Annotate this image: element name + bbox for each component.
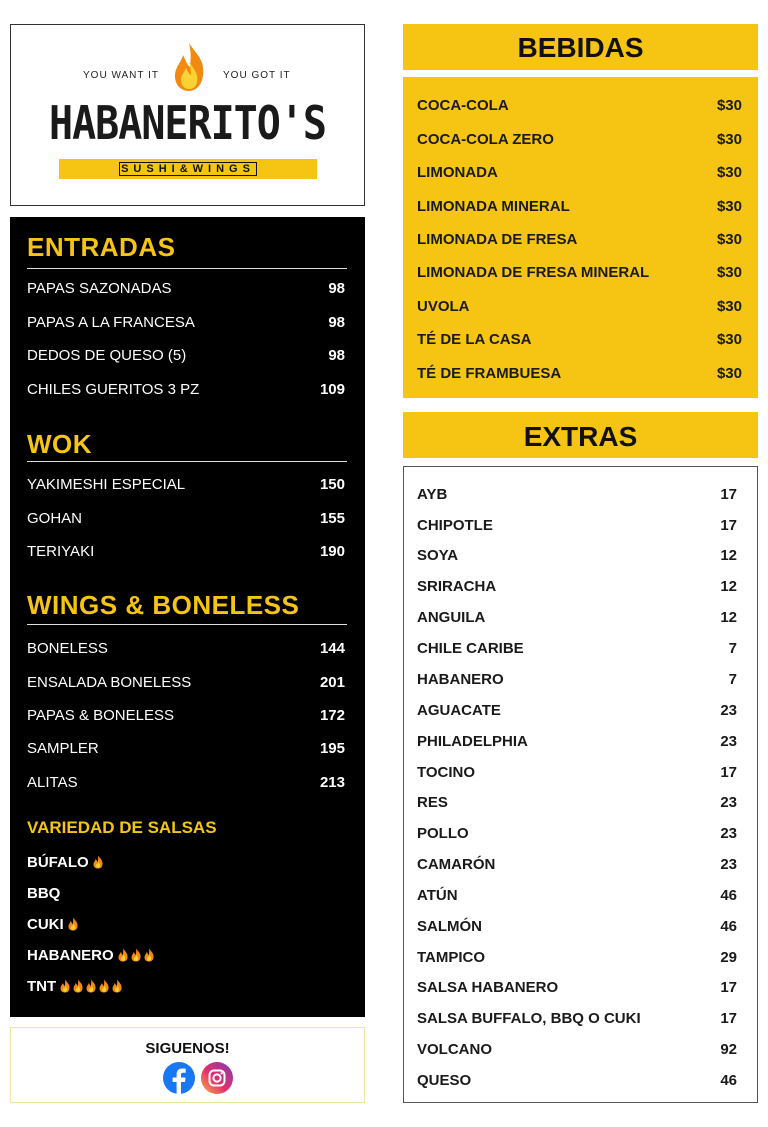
- item-name: TAMPICO: [417, 949, 486, 966]
- item-name: ANGUILA: [417, 609, 486, 626]
- section-title-entradas: ENTRADAS: [27, 232, 176, 262]
- social-follow-box: [10, 1027, 365, 1103]
- item-name: COCA-COLA: [417, 97, 509, 114]
- item-name: LIMONADA MINERAL: [417, 198, 570, 215]
- section-title-extras: EXTRAS: [403, 412, 758, 458]
- item-price: 195: [319, 740, 345, 757]
- tagline-left: YOU WANT IT: [83, 70, 159, 81]
- follow-title: SIGUENOS!: [145, 1040, 230, 1057]
- item-price: 155: [319, 510, 345, 527]
- item-price: 201: [319, 674, 345, 691]
- heat-flames: [92, 855, 105, 873]
- item-name: DEDOS DE QUESO (5): [27, 347, 187, 364]
- item-price: 172: [319, 707, 345, 724]
- salsa-item: [27, 854, 105, 873]
- item-name: LIMONADA: [417, 164, 498, 181]
- flame-icon: [143, 949, 156, 966]
- item-name: YAKIMESHI ESPECIAL: [27, 476, 186, 493]
- food-menu-panel: [10, 217, 365, 1017]
- bebidas-panel: [403, 77, 758, 398]
- item-price: 23: [720, 825, 737, 842]
- item-name: AGUACATE: [417, 702, 501, 719]
- item-price: 17: [720, 517, 737, 534]
- item-price: $30: [716, 264, 742, 281]
- item-name: SRIRACHA: [417, 578, 497, 595]
- item-name: HABANERO: [417, 671, 504, 688]
- item-name: TERIYAKI: [27, 543, 95, 560]
- flame-icon: [92, 856, 105, 873]
- salsa-name: BBQ: [27, 885, 61, 902]
- instagram-icon[interactable]: [201, 1062, 233, 1094]
- logo-box: [10, 24, 365, 206]
- flame-icon: [117, 949, 130, 966]
- item-price: $30: [716, 164, 742, 181]
- item-name: SAMPLER: [27, 740, 99, 757]
- item-name: VOLCANO: [417, 1041, 492, 1058]
- item-name: TÉ DE LA CASA: [417, 331, 532, 348]
- item-price: 17: [720, 1010, 737, 1027]
- item-name: PAPAS SAZONADAS: [27, 280, 172, 297]
- item-name: COCA-COLA ZERO: [417, 131, 554, 148]
- brand-name: HABANERITO'S: [49, 97, 326, 151]
- item-price: 98: [328, 280, 345, 297]
- item-name: TOCINO: [417, 764, 476, 781]
- salsa-item: [27, 947, 156, 966]
- flame-icon: [169, 41, 209, 93]
- item-name: PAPAS & BONELESS: [27, 707, 175, 724]
- heat-flames: [117, 948, 156, 966]
- section-title-wings: WINGS & BONELESS: [27, 590, 300, 620]
- item-price: 17: [720, 486, 737, 503]
- item-name: CHIPOTLE: [417, 517, 493, 534]
- item-price: 144: [319, 640, 345, 657]
- item-price: 98: [328, 314, 345, 331]
- item-price: $30: [716, 131, 742, 148]
- item-name: BONELESS: [27, 640, 108, 657]
- item-name: PAPAS A LA FRANCESA: [27, 314, 195, 331]
- divider: [27, 268, 347, 269]
- item-price: 109: [319, 381, 345, 398]
- item-name: AYB: [417, 486, 448, 503]
- item-name: TÉ DE FRAMBUESA: [417, 365, 562, 382]
- item-name: POLLO: [417, 825, 469, 842]
- item-name: PHILADELPHIA: [417, 733, 528, 750]
- divider: [27, 461, 347, 462]
- item-price: $30: [716, 298, 742, 315]
- item-price: 17: [720, 764, 737, 781]
- section-title-salsas: VARIEDAD DE SALSAS: [27, 818, 217, 837]
- item-price: 46: [720, 918, 737, 935]
- item-price: $30: [716, 97, 742, 114]
- item-price: $30: [716, 198, 742, 215]
- flame-icon: [111, 980, 124, 997]
- item-name: CHILES GUERITOS 3 PZ: [27, 381, 200, 398]
- extras-panel: [403, 466, 758, 1103]
- item-name: CHILE CARIBE: [417, 640, 524, 657]
- item-price: 17: [720, 979, 737, 996]
- item-name: SALSA HABANERO: [417, 979, 559, 996]
- item-name: SALMÓN: [417, 918, 482, 935]
- item-price: 12: [720, 609, 737, 626]
- section-title-bebidas: BEBIDAS: [403, 24, 758, 70]
- item-name: CAMARÓN: [417, 856, 496, 873]
- item-name: ATÚN: [417, 887, 458, 904]
- divider: [27, 624, 347, 625]
- item-price: 23: [720, 702, 737, 719]
- item-name: RES: [417, 794, 448, 811]
- item-price: 46: [720, 887, 737, 904]
- item-name: ENSALADA BONELESS: [27, 674, 192, 691]
- item-price: $30: [716, 331, 742, 348]
- flame-icon: [72, 980, 85, 997]
- flame-icon: [67, 918, 80, 935]
- salsa-item: [27, 916, 80, 935]
- item-price: 23: [720, 856, 737, 873]
- item-name: SOYA: [417, 547, 459, 564]
- item-name: SALSA BUFFALO, BBQ O CUKI: [417, 1010, 641, 1027]
- salsa-name: BÚFALO: [27, 854, 89, 871]
- brand-subtitle-bar: [59, 159, 317, 179]
- item-price: 23: [720, 794, 737, 811]
- item-price: 213: [319, 774, 345, 791]
- item-name: LIMONADA DE FRESA: [417, 231, 578, 248]
- brand-subtitle: SUSHI&WINGS: [121, 163, 255, 175]
- salsa-name: HABANERO: [27, 947, 114, 964]
- item-price: $30: [716, 365, 742, 382]
- heat-flames: [67, 917, 80, 935]
- tagline-right: YOU GOT IT: [223, 70, 291, 81]
- salsa-item: [27, 978, 124, 997]
- item-price: 12: [720, 547, 737, 564]
- flame-icon: [98, 980, 111, 997]
- item-price: 12: [720, 578, 737, 595]
- item-price: 46: [720, 1072, 737, 1089]
- section-title-wok: WOK: [27, 429, 93, 459]
- item-name: UVOLA: [417, 298, 470, 315]
- item-price: 7: [728, 640, 737, 657]
- flame-icon: [59, 980, 72, 997]
- flame-icon: [85, 980, 98, 997]
- item-price: 92: [720, 1041, 737, 1058]
- item-name: QUESO: [417, 1072, 472, 1089]
- salsa-item: [27, 885, 63, 902]
- flame-icon: [130, 949, 143, 966]
- item-price: 7: [728, 671, 737, 688]
- salsa-name: TNT: [27, 978, 57, 995]
- facebook-icon[interactable]: [163, 1062, 195, 1094]
- item-price: 98: [328, 347, 345, 364]
- item-price: 29: [720, 949, 737, 966]
- item-name: LIMONADA DE FRESA MINERAL: [417, 264, 650, 281]
- heat-flames: [59, 979, 124, 997]
- item-price: 190: [319, 543, 345, 560]
- item-price: $30: [716, 231, 742, 248]
- item-name: GOHAN: [27, 510, 83, 527]
- salsa-name: CUKI: [27, 916, 64, 933]
- item-price: 23: [720, 733, 737, 750]
- item-price: 150: [319, 476, 345, 493]
- item-name: ALITAS: [27, 774, 78, 791]
